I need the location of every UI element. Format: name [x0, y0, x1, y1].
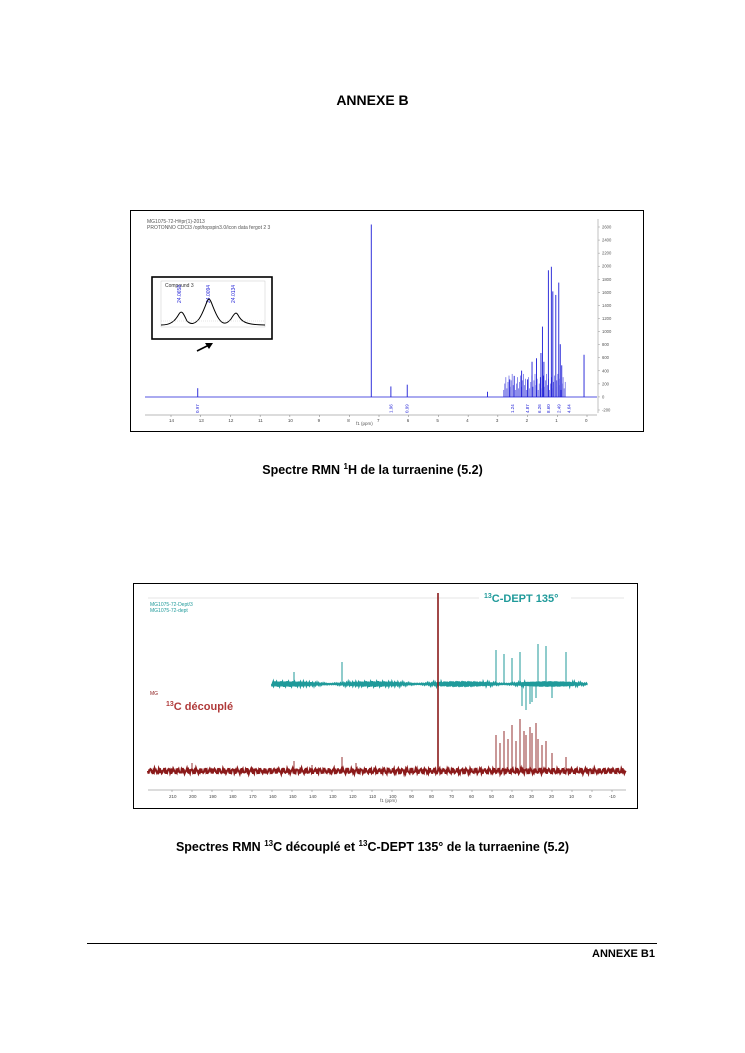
h-x-tick-label: 12 — [228, 418, 234, 423]
c-nmr-spectrum-figure — [133, 583, 638, 809]
h-integral-label: 6.26 — [536, 404, 542, 413]
c-x-tick-label: 210 — [169, 794, 177, 799]
h-x-tick-label: 9 — [317, 418, 321, 423]
h-x-tick-label: 10 — [287, 418, 293, 423]
c-x-tick-label: 140 — [309, 794, 317, 799]
decoupled-header: MG — [150, 691, 159, 697]
h-y-tick-label: 1200 — [602, 316, 612, 321]
c-x-tick-label: 120 — [349, 794, 357, 799]
h-x-tick-label: 2 — [525, 418, 529, 423]
c-nmr-caption — [0, 840, 745, 854]
h-integral-label: 1.96 — [388, 404, 394, 413]
h-y-tick-label: 2400 — [602, 237, 612, 243]
c-x-tick-label: 90 — [409, 794, 415, 799]
c-x-tick-label: 30 — [529, 794, 535, 799]
caption2-post: C-DEPT 135° de la turraenine (5.2) — [367, 840, 570, 854]
h-y-tick-label: 1600 — [602, 289, 612, 295]
c-x-tick-label: 110 — [369, 794, 377, 799]
h-integral-label: 4.87 — [525, 404, 531, 413]
h-integral-label: 1.24 — [510, 404, 516, 413]
c-x-tick-label: 50 — [489, 794, 495, 799]
caption2-mid: C découplé et — [273, 840, 359, 854]
h-y-tick-label: 600 — [602, 355, 609, 361]
caption2-sup1: 13 — [264, 838, 274, 848]
h-integral-label: 0.99 — [404, 404, 410, 413]
c-x-tick-label: 130 — [329, 794, 337, 799]
c-baseline — [148, 768, 626, 774]
c-x-tick-label: 150 — [289, 794, 297, 799]
h-x-tick-label: 4 — [466, 418, 469, 423]
inset-peak-1: 24.0658 — [177, 284, 183, 303]
h-x-axis-label: f1 (ppm) — [356, 421, 373, 426]
inset-peak-2: 24.0094 — [206, 284, 212, 303]
h-header-line1: MG1075-72-H#pr(1)-2013 — [147, 219, 205, 225]
h-x-tick-label: 0 — [585, 418, 588, 423]
c-x-tick-label: -10 — [609, 794, 616, 799]
footer-rule — [87, 943, 657, 944]
h-header-line2: PROTONNO CDCl3 /opt/topspin3.0/icon data fergot 2 3 — [147, 225, 271, 231]
h-x-tick-label: 8 — [347, 418, 350, 423]
h-integral-label: 0.97 — [195, 404, 201, 413]
h-y-tick-label: 1400 — [602, 302, 612, 308]
c-x-tick-label: 170 — [249, 794, 257, 799]
c-x-tick-label: 10 — [569, 794, 575, 799]
h-y-tick-label: 400 — [602, 368, 609, 374]
h-integral-label: 2.49 — [556, 404, 562, 413]
dept-header-line1: MG1075-72-Dept/3 — [150, 602, 193, 608]
dept-header-line2: MG1075-72-dept — [150, 608, 188, 614]
h-y-tick-label: 2000 — [602, 263, 612, 269]
compound-inset — [152, 277, 272, 339]
c-x-tick-label: 180 — [229, 794, 237, 799]
page-title: ANNEXE B — [336, 92, 409, 108]
caption2-sup2: 13 — [358, 838, 368, 848]
h-x-tick-label: 6 — [406, 418, 410, 423]
caption1-pre: Spectre RMN — [262, 463, 344, 477]
dept-label: $^{13}$C-DEPT 135° — [484, 593, 559, 605]
c-x-tick-label: 40 — [509, 794, 515, 799]
h-y-tick-label: 1000 — [602, 329, 612, 335]
h-y-tick-label: -200 — [602, 407, 611, 413]
h-x-tick-label: 1 — [555, 418, 558, 423]
h-x-tick-label: 14 — [169, 418, 175, 423]
footer-label: ANNEXE B1 — [592, 948, 655, 960]
h-y-tick-label: 800 — [602, 342, 609, 348]
decoupled-label: $^{13}$C découplé — [166, 701, 234, 713]
dept-baseline — [272, 681, 588, 687]
c-x-tick-label: 190 — [209, 794, 217, 799]
c-x-tick-label: 200 — [189, 794, 197, 799]
h-y-tick-label: 2200 — [602, 250, 612, 256]
c-x-tick-label: 100 — [389, 794, 397, 799]
h-x-tick-label: 11 — [258, 418, 263, 423]
c-x-tick-label: 0 — [589, 794, 592, 799]
inset-label: Compound 3 — [165, 283, 194, 289]
h-x-tick-label: 7 — [377, 418, 380, 423]
h-x-tick-label: 3 — [495, 418, 499, 423]
c-x-tick-label: 70 — [449, 794, 455, 799]
h-y-tick-label: 200 — [602, 381, 609, 387]
h-x-tick-label: 5 — [436, 418, 439, 423]
c-x-tick-label: 160 — [269, 794, 277, 799]
h-integral-label: 4.64 — [566, 404, 572, 413]
h-nmr-plot — [131, 211, 643, 431]
h-nmr-spectrum-figure — [130, 210, 644, 432]
h-y-tick-label: 2600 — [602, 224, 612, 230]
inset-peak-3: 24.0134 — [231, 284, 237, 303]
h-x-tick-label: 13 — [198, 418, 204, 423]
h-nmr-caption — [0, 463, 745, 477]
caption2-pre: Spectres RMN — [175, 840, 265, 854]
h-y-tick-label: 1800 — [602, 276, 612, 282]
caption1-sup: 1 — [343, 461, 348, 471]
h-integral-label: 8.60 — [545, 404, 551, 413]
c-x-tick-label: 80 — [429, 794, 435, 799]
c-nmr-plot — [134, 584, 637, 808]
c-x-axis-label: f1 (ppm) — [380, 798, 397, 803]
c-x-tick-label: 20 — [549, 794, 555, 799]
c-x-tick-label: 60 — [469, 794, 475, 799]
caption1-post: H de la turraenine (5.2) — [347, 463, 483, 477]
h-y-tick-label: 0 — [602, 394, 605, 400]
